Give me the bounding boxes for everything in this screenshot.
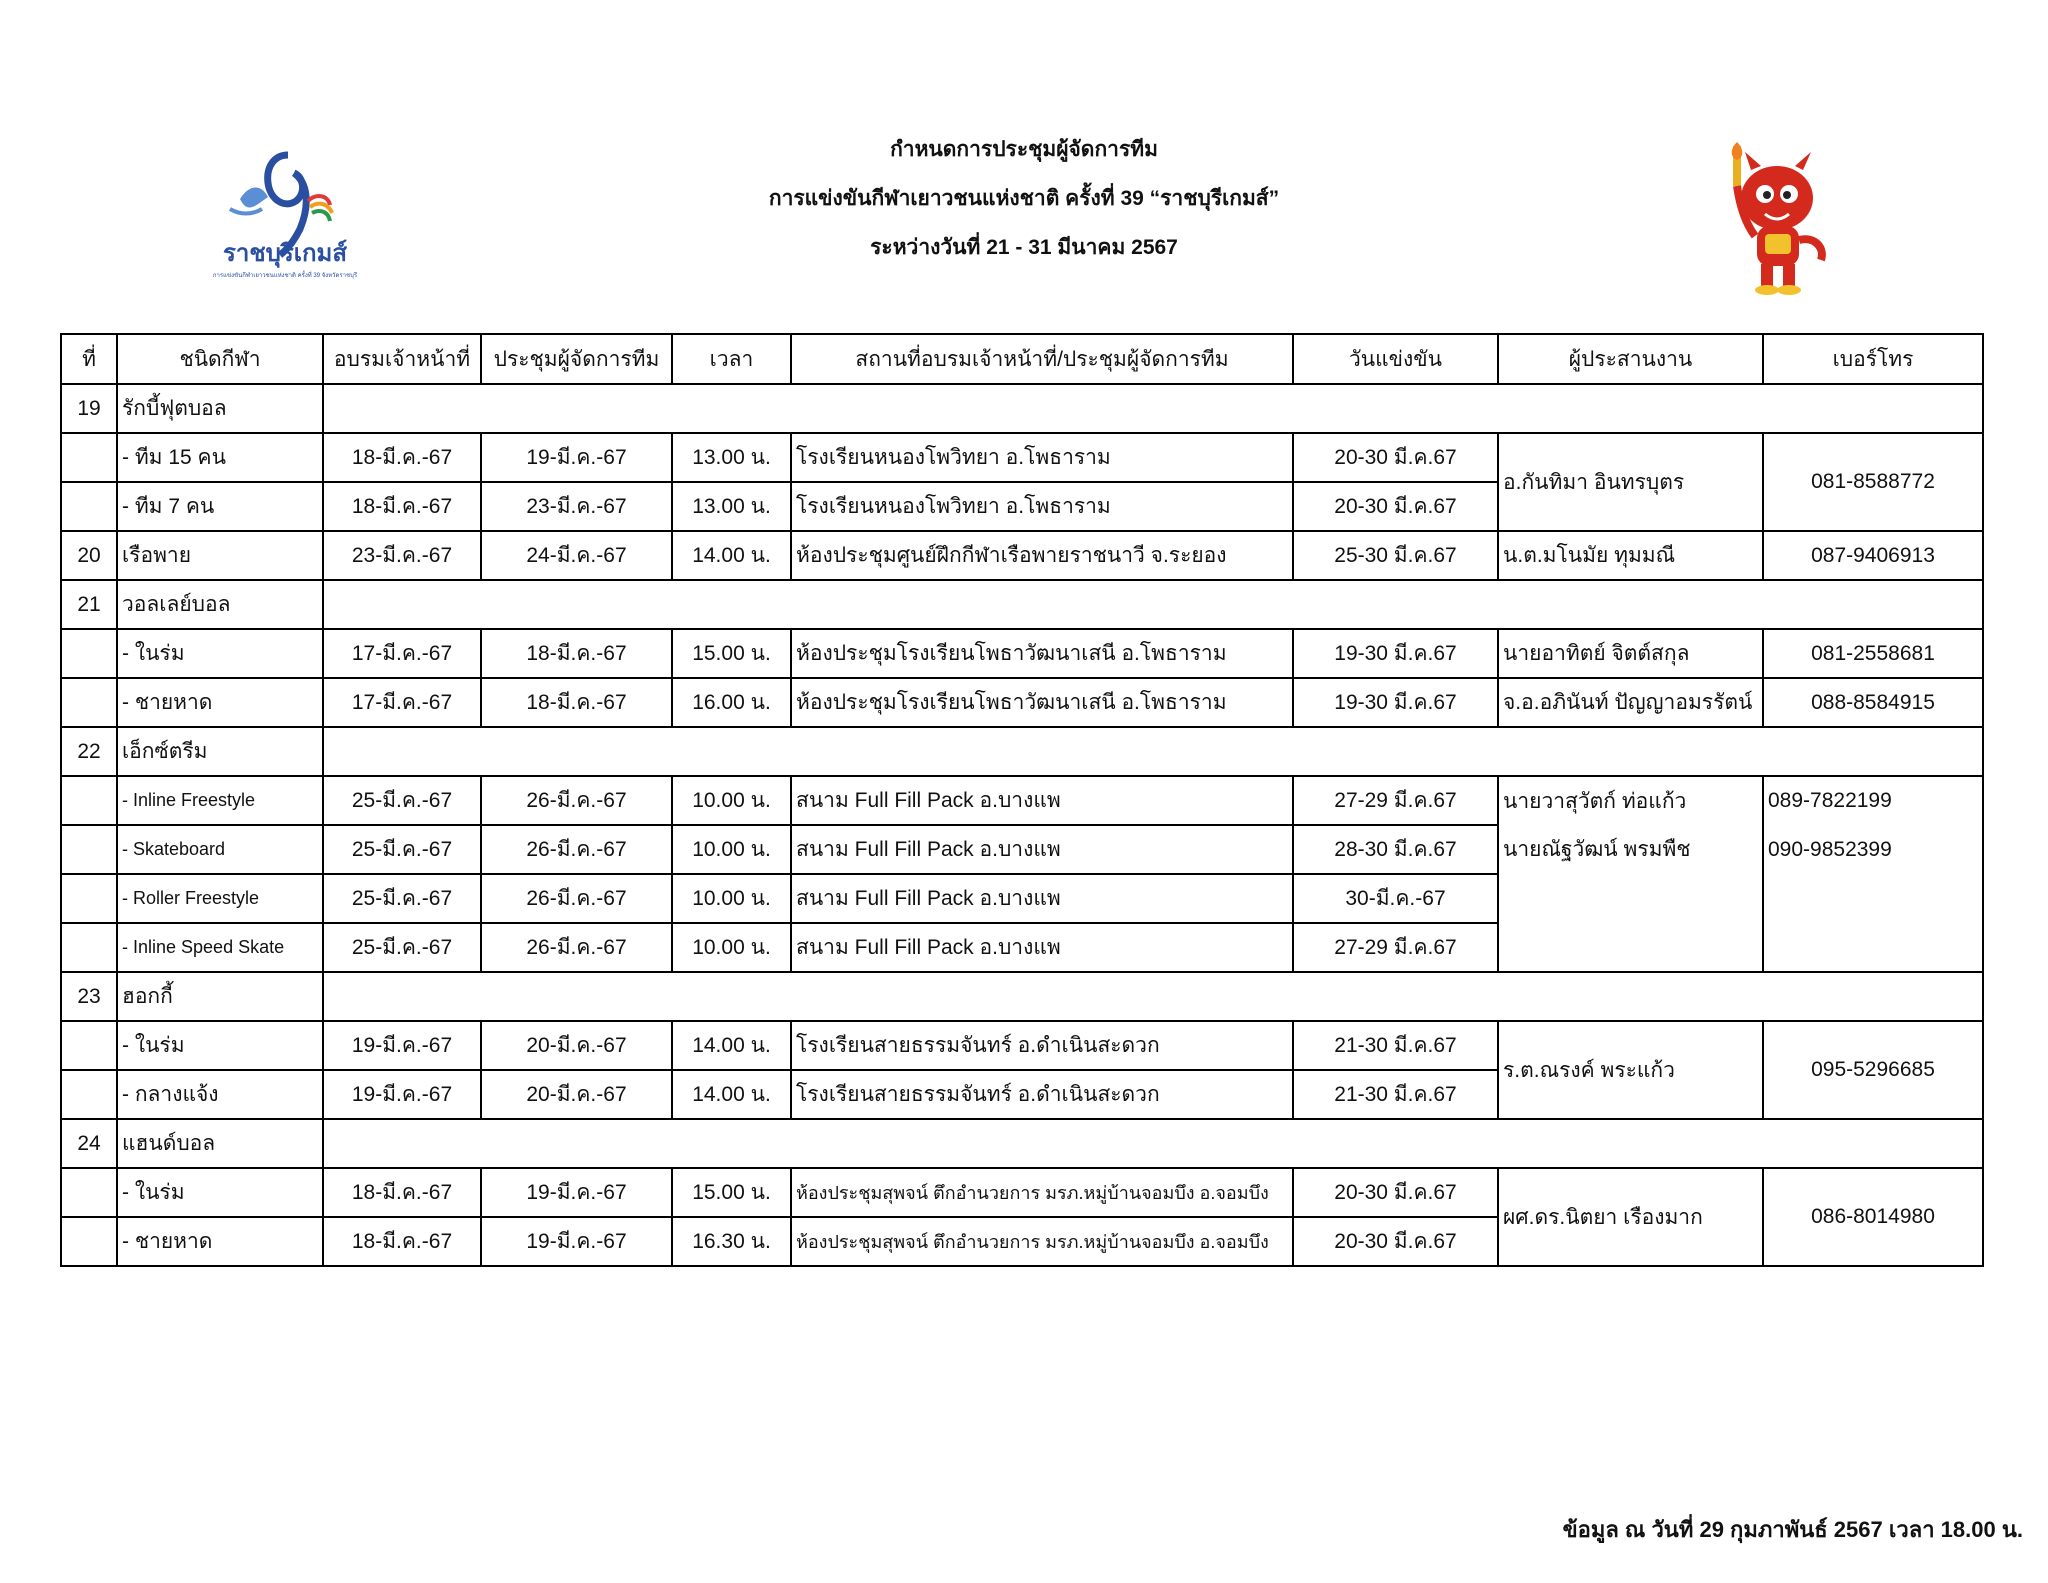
- ratchaburi-games-logo: [210, 143, 360, 293]
- row-number: [61, 1217, 117, 1266]
- row-event: - ชายหาด: [117, 1217, 323, 1266]
- row-venue: โรงเรียนหนองโพวิทยา อ.โพธาราม: [791, 482, 1293, 531]
- section-blank: [323, 384, 1983, 433]
- row-training: 18-มี.ค.-67: [323, 482, 481, 531]
- row-phone-blank: [1763, 874, 1983, 972]
- logo-subtext: การแข่งขันกีฬาเยาวชนแห่งชาติ ครั้งที่ 39 จังหวัดราชบุรี: [212, 273, 358, 279]
- col-header-venue: สถานที่อบรมเจ้าหน้าที่/ประชุมผู้จัดการทีม: [791, 334, 1293, 384]
- row-coordinator: จ.อ.อภินันท์ ปัญญาอมรรัตน์: [1498, 678, 1763, 727]
- row-venue: ห้องประชุมโรงเรียนโพธาวัฒนาเสนี อ.โพธาราม: [791, 678, 1293, 727]
- row-training: 25-มี.ค.-67: [323, 825, 481, 874]
- row-time: 10.00 น.: [672, 825, 791, 874]
- row-number: [61, 629, 117, 678]
- row-dates: 21-30 มี.ค.67: [1293, 1070, 1498, 1119]
- row-meeting: 19-มี.ค.-67: [481, 1168, 672, 1217]
- row-training: 18-มี.ค.-67: [323, 1217, 481, 1266]
- table-row: [61, 1168, 1983, 1217]
- row-meeting: 24-มี.ค.-67: [481, 531, 672, 580]
- row-venue: โรงเรียนหนองโพวิทยา อ.โพธาราม: [791, 433, 1293, 482]
- col-header-phone: เบอร์โทร: [1763, 334, 1983, 384]
- row-time: 15.00 น.: [672, 629, 791, 678]
- row-dates: 20-30 มี.ค.67: [1293, 1217, 1498, 1266]
- title-line-2: การแข่งขันกีฬาเยาวชนแห่งชาติ ครั้งที่ 39 “ราชบุรีเกมส์”: [768, 187, 1280, 210]
- row-training: 17-มี.ค.-67: [323, 629, 481, 678]
- row-meeting: 23-มี.ค.-67: [481, 482, 672, 531]
- section-row: [61, 727, 1983, 776]
- table-row: [61, 433, 1983, 482]
- table-row: [61, 629, 1983, 678]
- table-row: [61, 531, 1983, 580]
- row-time: 14.00 น.: [672, 1070, 791, 1119]
- row-meeting: 26-มี.ค.-67: [481, 825, 672, 874]
- table-row: [61, 825, 1983, 874]
- row-event: - Roller Freestyle: [117, 874, 323, 923]
- row-event: - กลางแจ้ง: [117, 1070, 323, 1119]
- section-row: [61, 580, 1983, 629]
- section-blank: [323, 972, 1983, 1021]
- row-number: [61, 1021, 117, 1070]
- row-venue: ห้องประชุมโรงเรียนโพธาวัฒนาเสนี อ.โพธาราม: [791, 629, 1293, 678]
- section-sport: วอลเลย์บอล: [117, 580, 323, 629]
- row-event: - ทีม 15 คน: [117, 433, 323, 482]
- row-meeting: 20-มี.ค.-67: [481, 1021, 672, 1070]
- row-coordinator: นายวาสุวัตก์ ท่อแก้ว: [1498, 776, 1763, 825]
- section-row: [61, 384, 1983, 433]
- row-venue: ห้องประชุมศูนย์ฝึกกีฬาเรือพายราชนาวี จ.ระยอง: [791, 531, 1293, 580]
- row-time: 13.00 น.: [672, 482, 791, 531]
- row-event: - Inline Speed Skate: [117, 923, 323, 972]
- row-phone: 095-5296685: [1763, 1021, 1983, 1119]
- title-line-3: ระหว่างวันที่ 21 - 31 มีนาคม 2567: [870, 236, 1178, 259]
- row-phone: 081-8588772: [1763, 433, 1983, 531]
- logo-text: ราชบุรีเกมส์: [223, 240, 347, 267]
- section-row: [61, 972, 1983, 1021]
- section-number: 24: [61, 1119, 117, 1168]
- row-number: [61, 776, 117, 825]
- row-dates: 25-30 มี.ค.67: [1293, 531, 1498, 580]
- section-blank: [323, 580, 1983, 629]
- section-blank: [323, 1119, 1983, 1168]
- row-training: 25-มี.ค.-67: [323, 923, 481, 972]
- row-meeting: 26-มี.ค.-67: [481, 776, 672, 825]
- row-phone: 090-9852399: [1763, 825, 1983, 874]
- section-sport: แฮนด์บอล: [117, 1119, 323, 1168]
- row-event: - Inline Freestyle: [117, 776, 323, 825]
- row-time: 10.00 น.: [672, 874, 791, 923]
- row-training: 18-มี.ค.-67: [323, 433, 481, 482]
- row-dates: 19-30 มี.ค.67: [1293, 678, 1498, 727]
- row-coordinator-blank: [1498, 874, 1763, 972]
- row-dates: 20-30 มี.ค.67: [1293, 433, 1498, 482]
- row-event: - ชายหาด: [117, 678, 323, 727]
- row-training: 25-มี.ค.-67: [323, 874, 481, 923]
- row-event: - Skateboard: [117, 825, 323, 874]
- row-venue: โรงเรียนสายธรรมจันทร์ อ.ดำเนินสะดวก: [791, 1070, 1293, 1119]
- row-dates: 20-30 มี.ค.67: [1293, 482, 1498, 531]
- dragon-mascot-image: [1715, 140, 1855, 300]
- row-venue: สนาม Full Fill Pack อ.บางแพ: [791, 874, 1293, 923]
- row-event: - ในร่ม: [117, 1021, 323, 1070]
- row-meeting: 19-มี.ค.-67: [481, 1217, 672, 1266]
- table-row: [61, 678, 1983, 727]
- col-header-training: อบรมเจ้าหน้าที่: [323, 334, 481, 384]
- row-training: 19-มี.ค.-67: [323, 1070, 481, 1119]
- section-sport: รักบี้ฟุตบอล: [117, 384, 323, 433]
- table-row: [61, 874, 1983, 923]
- section-number: 19: [61, 384, 117, 433]
- row-phone: 081-2558681: [1763, 629, 1983, 678]
- row-time: 10.00 น.: [672, 923, 791, 972]
- row-time: 14.00 น.: [672, 1021, 791, 1070]
- row-dates: 21-30 มี.ค.67: [1293, 1021, 1498, 1070]
- col-header-meeting: ประชุมผู้จัดการทีม: [481, 334, 672, 384]
- row-training: 23-มี.ค.-67: [323, 531, 481, 580]
- section-number: 22: [61, 727, 117, 776]
- row-training: 18-มี.ค.-67: [323, 1168, 481, 1217]
- row-training: 19-มี.ค.-67: [323, 1021, 481, 1070]
- row-dates: 20-30 มี.ค.67: [1293, 1168, 1498, 1217]
- row-time: 13.00 น.: [672, 433, 791, 482]
- row-venue: สนาม Full Fill Pack อ.บางแพ: [791, 776, 1293, 825]
- section-number: 23: [61, 972, 117, 1021]
- row-coordinator: อ.กันทิมา อินทรบุตร: [1498, 433, 1763, 531]
- row-coordinator: ผศ.ดร.นิตยา เรืองมาก: [1498, 1168, 1763, 1266]
- row-number: [61, 825, 117, 874]
- row-dates: 27-29 มี.ค.67: [1293, 776, 1498, 825]
- row-meeting: 26-มี.ค.-67: [481, 923, 672, 972]
- row-meeting: 26-มี.ค.-67: [481, 874, 672, 923]
- section-sport: เรือพาย: [117, 531, 323, 580]
- col-header-coordinator: ผู้ประสานงาน: [1498, 334, 1763, 384]
- row-meeting: 19-มี.ค.-67: [481, 433, 672, 482]
- row-event: - ในร่ม: [117, 629, 323, 678]
- row-dates: 27-29 มี.ค.67: [1293, 923, 1498, 972]
- row-time: 16.30 น.: [672, 1217, 791, 1266]
- row-coordinator: ร.ต.ณรงค์ พระแก้ว: [1498, 1021, 1763, 1119]
- row-number: [61, 482, 117, 531]
- row-meeting: 18-มี.ค.-67: [481, 678, 672, 727]
- title-line-1: กำหนดการประชุมผู้จัดการทีม: [890, 138, 1158, 161]
- row-coordinator: น.ต.มโนมัย ทุมมณี: [1498, 531, 1763, 580]
- col-header-dates: วันแข่งขัน: [1293, 334, 1498, 384]
- row-time: 10.00 น.: [672, 776, 791, 825]
- row-number: [61, 1070, 117, 1119]
- section-sport: ฮอกกี้: [117, 972, 323, 1021]
- table-row: [61, 776, 1983, 825]
- row-venue: สนาม Full Fill Pack อ.บางแพ: [791, 825, 1293, 874]
- row-event: - ในร่ม: [117, 1168, 323, 1217]
- schedule-table: [60, 333, 1984, 1267]
- col-header-sport: ชนิดกีฬา: [117, 334, 323, 384]
- row-number: [61, 433, 117, 482]
- row-meeting: 20-มี.ค.-67: [481, 1070, 672, 1119]
- col-header-time: เวลา: [672, 334, 791, 384]
- col-header-no: ที่: [61, 334, 117, 384]
- row-time: 14.00 น.: [672, 531, 791, 580]
- row-phone: 087-9406913: [1763, 531, 1983, 580]
- table-row: [61, 1021, 1983, 1070]
- row-coordinator: นายอาทิตย์ จิตต์สกุล: [1498, 629, 1763, 678]
- row-venue: ห้องประชุมสุพจน์ ตึกอำนวยการ มรภ.หมู่บ้านจอมบึง อ.จอมบึง: [791, 1168, 1293, 1217]
- section-number: 20: [61, 531, 117, 580]
- row-event: - ทีม 7 คน: [117, 482, 323, 531]
- row-venue: ห้องประชุมสุพจน์ ตึกอำนวยการ มรภ.หมู่บ้านจอมบึง อ.จอมบึง: [791, 1217, 1293, 1266]
- section-number: 21: [61, 580, 117, 629]
- row-training: 17-มี.ค.-67: [323, 678, 481, 727]
- row-training: 25-มี.ค.-67: [323, 776, 481, 825]
- section-sport: เอ็กซ์ตรีม: [117, 727, 323, 776]
- section-blank: [323, 727, 1983, 776]
- row-number: [61, 874, 117, 923]
- table-header-row: [61, 334, 1983, 384]
- row-meeting: 18-มี.ค.-67: [481, 629, 672, 678]
- row-venue: โรงเรียนสายธรรมจันทร์ อ.ดำเนินสะดวก: [791, 1021, 1293, 1070]
- row-number: [61, 678, 117, 727]
- row-dates: 30-มี.ค.-67: [1293, 874, 1498, 923]
- section-row: [61, 1119, 1983, 1168]
- row-phone: 086-8014980: [1763, 1168, 1983, 1266]
- row-coordinator: นายณัฐวัฒน์ พรมพืช: [1498, 825, 1763, 874]
- row-venue: สนาม Full Fill Pack อ.บางแพ: [791, 923, 1293, 972]
- data-as-of-note: ข้อมูล ณ วันที่ 29 กุมภาพันธ์ 2567 เวลา 18.00 น.: [1562, 1517, 2023, 1542]
- row-phone: 088-8584915: [1763, 678, 1983, 727]
- row-dates: 19-30 มี.ค.67: [1293, 629, 1498, 678]
- row-time: 16.00 น.: [672, 678, 791, 727]
- row-number: [61, 1168, 117, 1217]
- row-dates: 28-30 มี.ค.67: [1293, 825, 1498, 874]
- row-time: 15.00 น.: [672, 1168, 791, 1217]
- row-phone: 089-7822199: [1763, 776, 1983, 825]
- row-number: [61, 923, 117, 972]
